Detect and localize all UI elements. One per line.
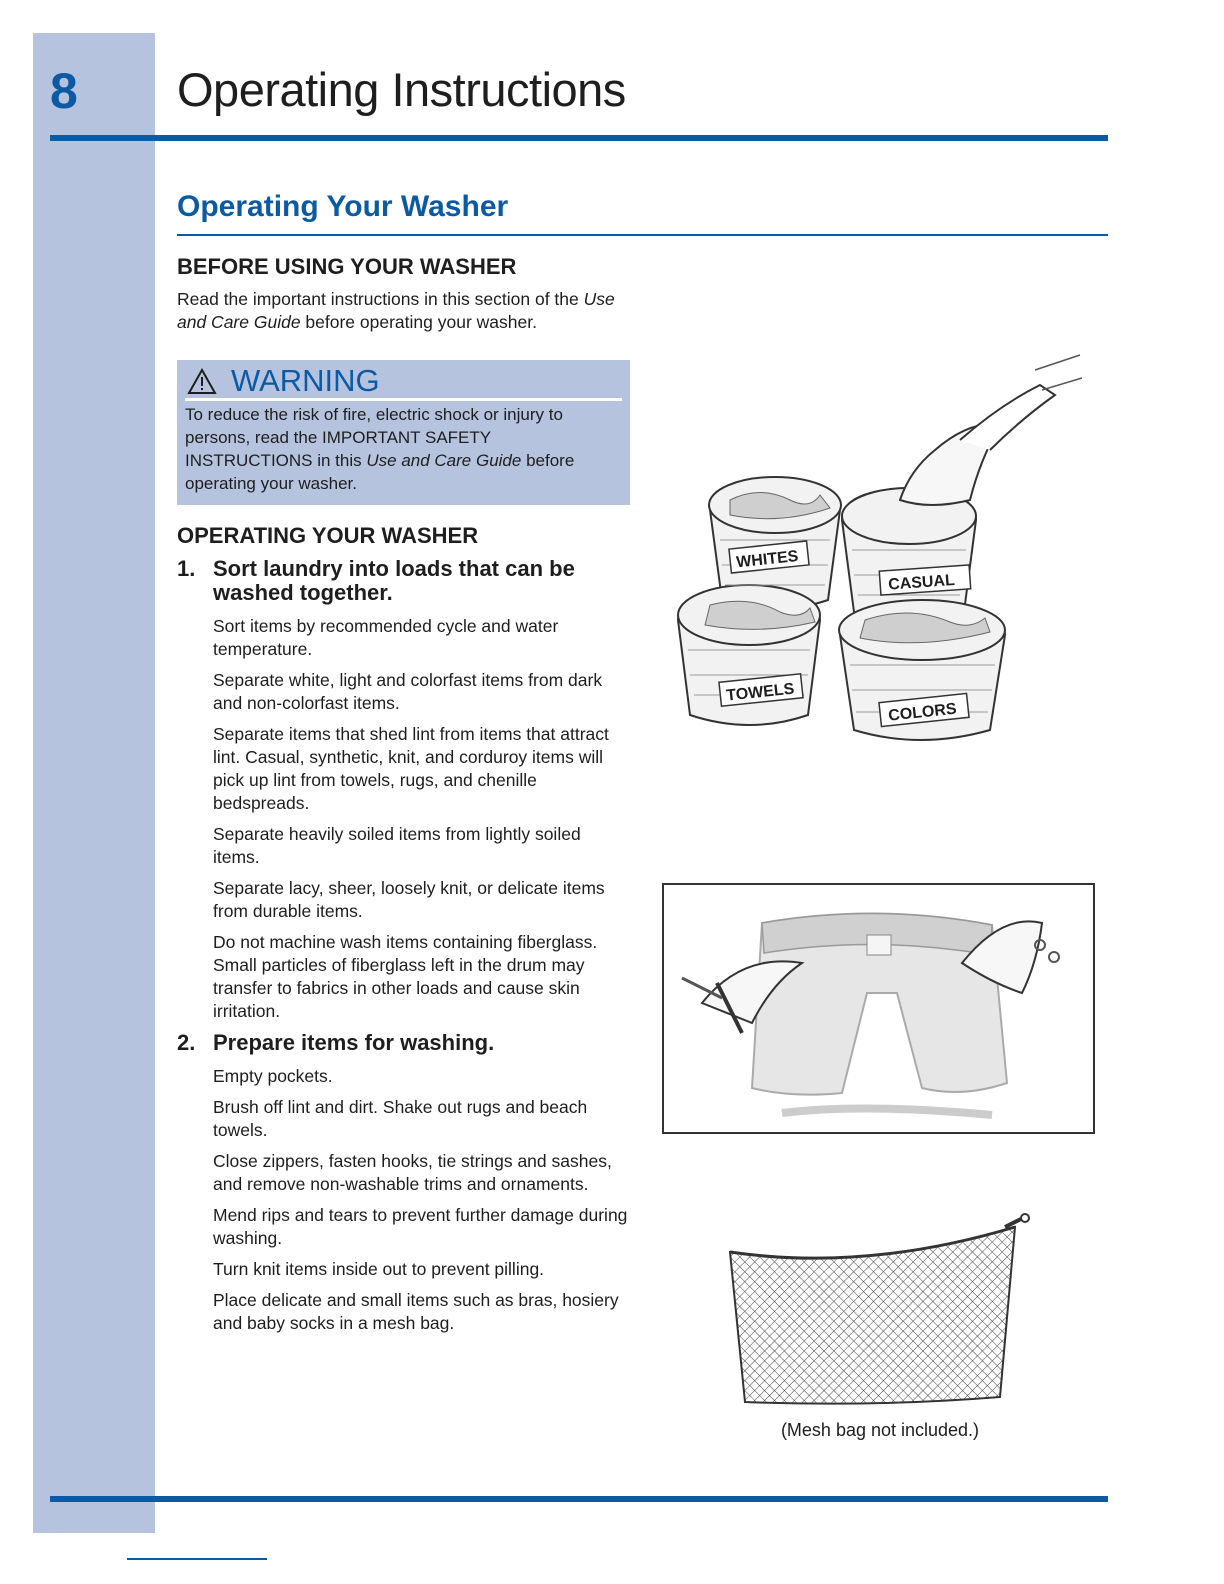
list-item: Separate white, light and colorfast items from dark and non-colorfast items. [213,670,603,713]
warning-box [177,360,630,505]
step-2-items [177,1065,632,1335]
step-title: Sort laundry into loads that can be washed together. [213,556,575,605]
section-rule [177,234,1108,236]
warning-text [185,403,622,495]
header-rule [50,135,1108,141]
empty-pockets-illustration [662,883,1096,1135]
warning-title: WARNING [231,363,380,398]
mesh-bag-illustration [725,1212,1035,1412]
before-paragraph [177,288,632,334]
list-item: Brush off lint and dirt. Shake out rugs and beach towels. [213,1097,588,1140]
list-item: Separate items that shed lint from items that attract lint. Casual, synthetic, knit, and corduroy items will pick up lint from towels, rugs, and chenille bedspreads. [213,724,609,813]
before-text-italic: Use and Care Guide [177,289,615,332]
basket-label-colors: COLORS [887,700,958,725]
warning-header [185,364,622,401]
operating-heading: OPERATING YOUR WASHER [177,523,479,548]
list-item: Separate lacy, sheer, loosely knit, or delicate items from durable items. [213,878,605,921]
warning-text-2: before operating your washer. [185,451,575,493]
footer-link-line [127,1558,267,1560]
footer-rule [50,1496,1108,1502]
step-number: 2. [177,1030,196,1055]
step-2-title [177,1031,632,1055]
list-item: Empty pockets. [213,1066,333,1086]
list-item: Separate heavily soiled items from lightly soiled items. [213,824,581,867]
section-title: Operating Your Washer [177,190,509,223]
list-item: Mend rips and tears to prevent further damage during washing. [213,1205,628,1248]
before-text-1: Read the important instructions in this section of the [177,289,584,309]
list-item: Place delicate and small items such as bras, hosiery and baby socks in a mesh bag. [213,1290,619,1333]
basket-label-casual: CASUAL [887,571,956,594]
step-title: Prepare items for washing. [213,1030,495,1055]
list-item: Turn knit items inside out to prevent pilling. [213,1259,545,1279]
page-sidebar [33,33,155,1533]
step-1-title [177,557,632,605]
laundry-baskets-illustration [670,350,1090,760]
list-item: Do not machine wash items containing fiberglass. Small particles of fiberglass left in the drum may transfer to fabrics in other loads and cause skin irritation. [213,932,598,1021]
list-item: Close zippers, fasten hooks, tie strings and sashes, and remove non-washable trims and ornaments. [213,1151,612,1194]
warning-text-1: To reduce the risk of fire, electric shock or injury to persons, read the IMPORTANT SAFETY INSTRUCTIONS in this [185,405,563,470]
page-number: 8 [50,63,78,119]
list-item: Sort items by recommended cycle and water temperature. [213,616,559,659]
before-heading: BEFORE USING YOUR WASHER [177,254,517,279]
text-column [177,254,632,1343]
warning-text-italic: Use and Care Guide [366,451,522,470]
basket-label-whites: WHITES [735,547,800,572]
mesh-bag-caption: (Mesh bag not included.) [780,1420,980,1440]
step-1-items [177,615,632,1023]
basket-label-towels: TOWELS [725,680,796,705]
page-title: Operating Instructions [177,63,626,116]
step-number: 1. [177,556,196,581]
before-text-2: before operating your washer. [300,312,537,332]
warning-triangle-icon [187,367,217,395]
